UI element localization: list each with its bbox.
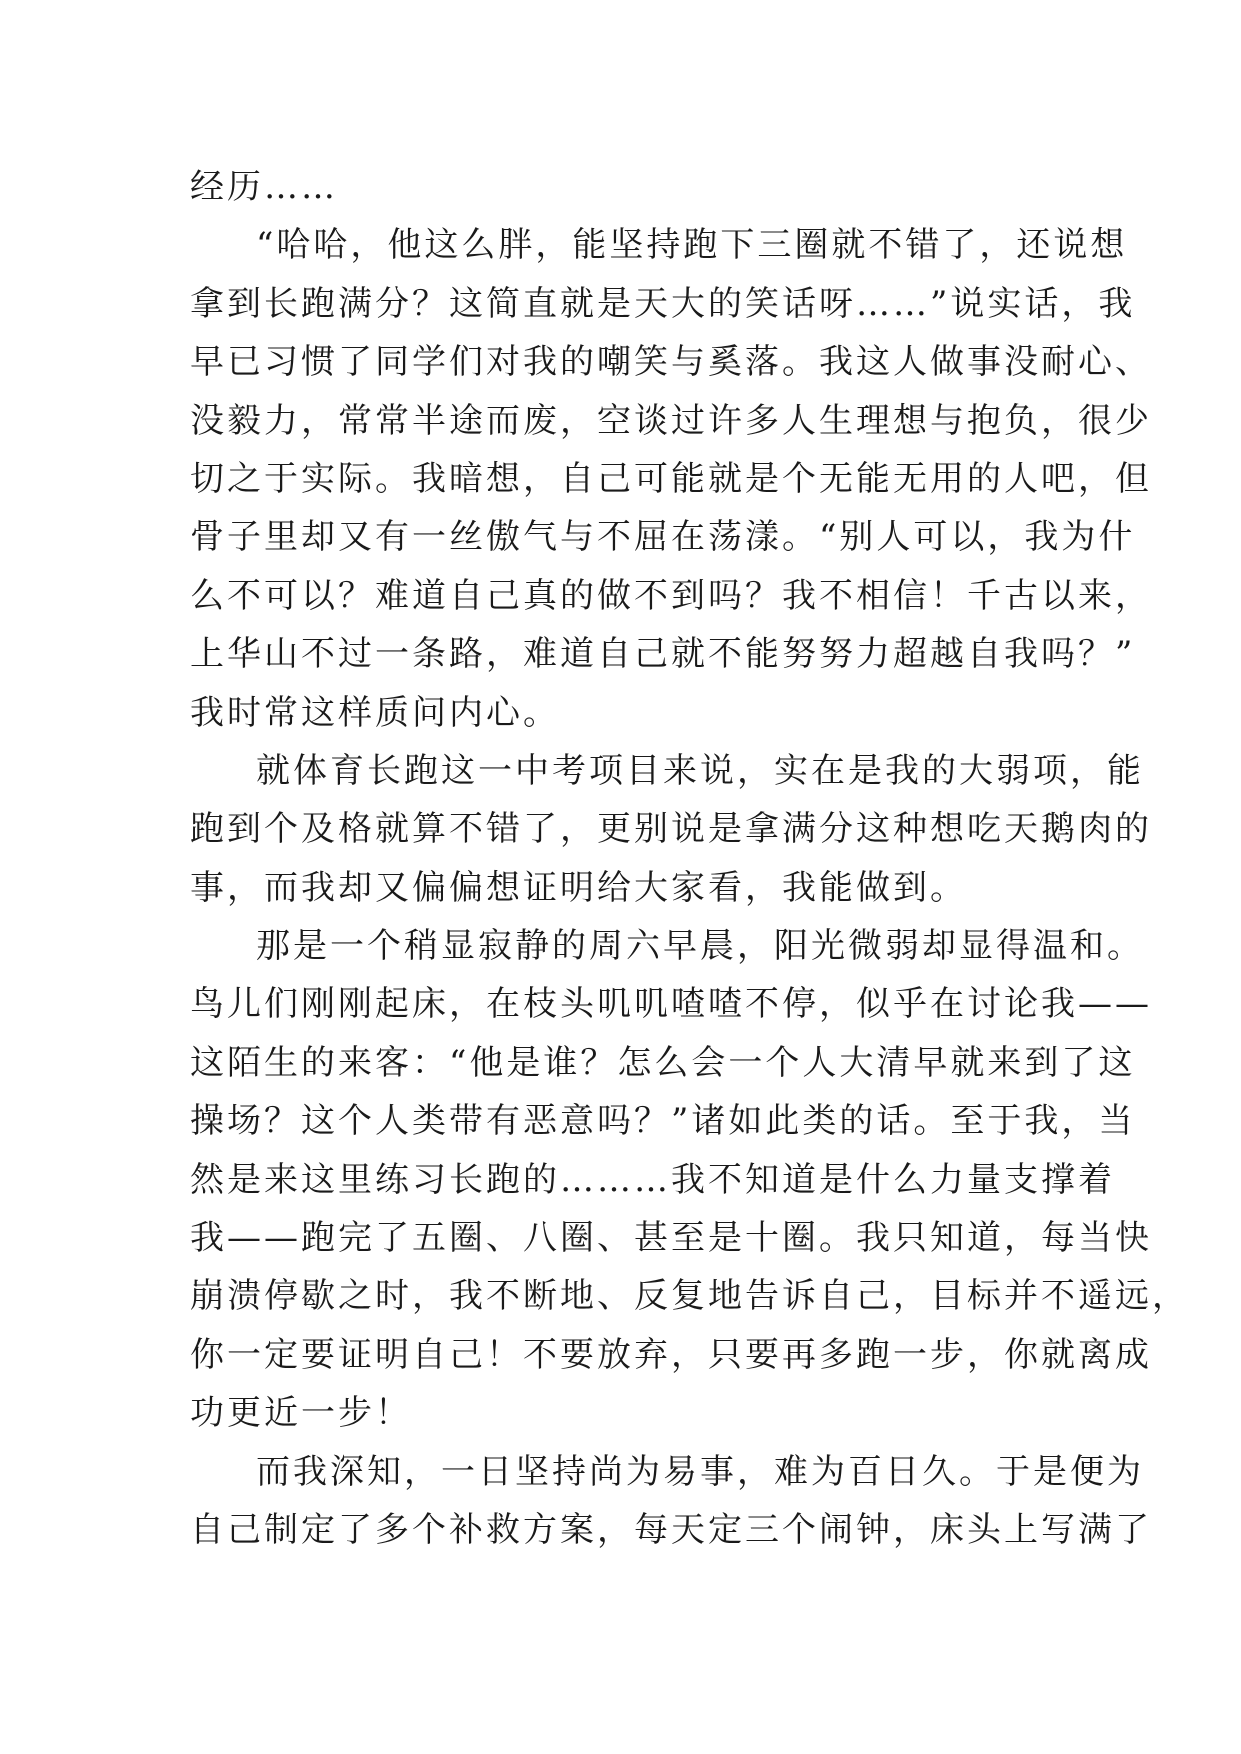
text-line: 然是来这里练习长跑的………我不知道是什么力量支撑着 [190,1159,1115,1200]
text-line: 功更近一步！ [190,1393,412,1434]
text-line: 早已习惯了同学们对我的嘲笑与奚落。我这人做事没耐心、 [190,342,1152,383]
text-line: 崩溃停歇之时，我不断地、反复地告诉自己，目标并不遥远， [190,1276,1189,1317]
text-line: 我时常这样质问内心。 [190,692,560,733]
text-line: 经历…… [190,167,338,207]
text-line: 鸟儿们刚刚起床，在枝头叽叽喳喳不停，似乎在讨论我—— [190,984,1152,1025]
text-line: 事，而我却又偏偏想证明给大家看，我能做到。 [190,867,967,908]
text-line: 就体育长跑这一中考项目来说，实在是我的大弱项，能 [256,750,1144,791]
text-line: 你一定要证明自己！不要放弃，只要再多跑一步，你就离成 [190,1334,1152,1375]
text-line: 跑到个及格就算不错了，更别说是拿满分这种想吃天鹅肉的 [190,809,1152,850]
text-line: 骨子里却又有一丝傲气与不屈在荡漾。“别人可以，我为什 [190,517,1136,558]
text-line: 操场？这个人类带有恶意吗？”诸如此类的话。至于我，当 [190,1101,1136,1142]
document-body [190,158,1189,1559]
text-line: 拿到长跑满分？这简直就是天大的笑话呀……”说实话，我 [190,283,1136,324]
text-line: “哈哈，他这么胖，能坚持跑下三圈就不错了，还说想 [256,225,1128,266]
text-line: 而我深知，一日坚持尚为易事，难为百日久。于是便为 [256,1451,1144,1492]
text-line: 这陌生的来客：“他是谁？怎么会一个人大清早就来到了这 [190,1042,1136,1083]
text-line: 上华山不过一条路，难道自己就不能努努力超越自我吗？” [190,634,1136,675]
text-line: 么不可以？难道自己真的做不到吗？我不相信！千古以来， [190,575,1152,616]
text-line: 那是一个稍显寂静的周六早晨，阳光微弱却显得温和。 [256,926,1144,967]
text-line: 我——跑完了五圈、八圈、甚至是十圈。我只知道，每当快 [190,1218,1152,1259]
text-line: 自己制定了多个补救方案，每天定三个闹钟，床头上写满了 [190,1509,1152,1550]
text-line: 切之于实际。我暗想，自己可能就是个无能无用的人吧，但 [190,458,1152,499]
text-line: 没毅力，常常半途而废，空谈过许多人生理想与抱负，很少 [190,400,1152,441]
